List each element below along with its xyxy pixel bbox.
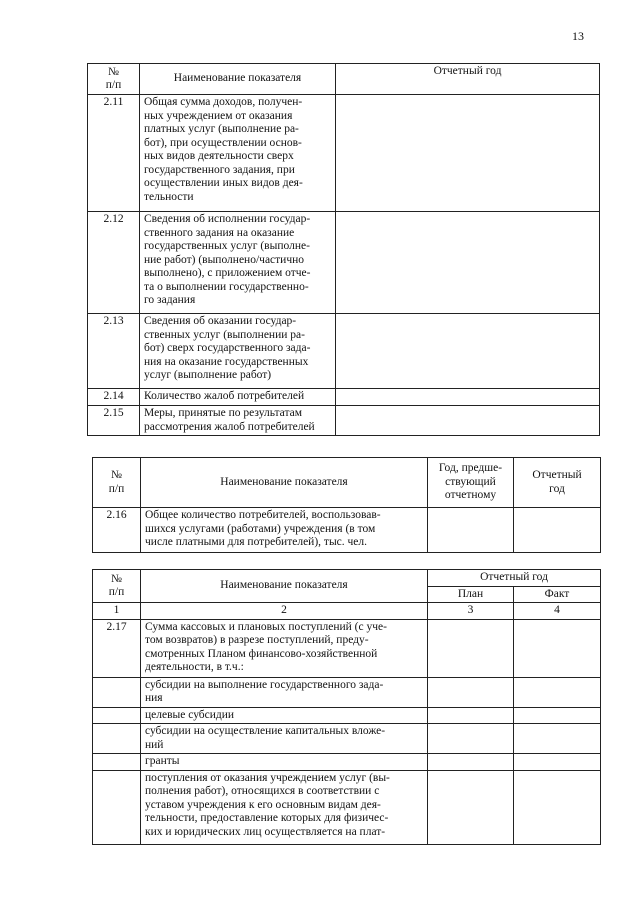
col-number: 1	[93, 603, 141, 620]
table-row	[88, 406, 600, 436]
table-header-row	[93, 458, 601, 508]
row-num	[93, 724, 141, 754]
table-row	[93, 677, 601, 707]
row-name: Общее количество потребителей, воспользовав- шихся услугами (работами) учреждения (в том числе платными для потребителей), тыс. чел.	[141, 508, 428, 553]
row-plan	[428, 754, 514, 771]
row-name: Сведения об оказании государ- ственных услуг (выполнении ра- бот) сверх государственного зада- ния на оказание государственных услуг (выполнение работ)	[140, 314, 336, 389]
column-numbers-row	[93, 603, 601, 620]
header-name: Наименование показателя	[141, 458, 428, 508]
row-plan	[428, 677, 514, 707]
col-number: 4	[514, 603, 601, 620]
header-reporting-year: Отчетный год	[514, 458, 601, 508]
row-plan	[428, 707, 514, 724]
table-row	[88, 95, 600, 212]
col-number: 2	[141, 603, 428, 620]
table-row	[93, 707, 601, 724]
table-row	[88, 389, 600, 406]
row-num	[93, 707, 141, 724]
table-row	[93, 724, 601, 754]
row-num: 2.17	[93, 619, 141, 677]
row-value	[336, 406, 600, 436]
header-plan: План	[428, 586, 514, 603]
header-num: № п/п	[93, 570, 141, 603]
row-name: поступления от оказания учреждением услуг (вы- полнения работ), относящихся в соответствии с уставом учреждения к его основным видам дея- тельности, предоставление которых для физичес- ких и юридических лиц осуществляется на плат-	[141, 770, 428, 844]
header-reporting-year: Отчетный год	[428, 570, 601, 587]
table-row	[88, 314, 600, 389]
row-plan	[428, 619, 514, 677]
row-value-reporting	[514, 508, 601, 553]
row-value	[336, 389, 600, 406]
row-value	[336, 95, 600, 212]
indicators-table-3	[92, 569, 601, 845]
table-row	[93, 508, 601, 553]
row-name: Сумма кассовых и плановых поступлений (с уче- том возвратов) в разрезе поступлений, преду- смотренных Планом финансово-хозяйственной деятельности, в т.ч.:	[141, 619, 428, 677]
row-name: субсидии на выполнение государственного зада- ния	[141, 677, 428, 707]
row-name: целевые субсидии	[141, 707, 428, 724]
row-fact	[514, 754, 601, 771]
row-value	[336, 314, 600, 389]
header-num: № п/п	[88, 64, 140, 95]
header-fact: Факт	[514, 586, 601, 603]
row-num	[93, 677, 141, 707]
row-num: 2.15	[88, 406, 140, 436]
row-plan	[428, 770, 514, 844]
page-number: 13	[572, 29, 584, 43]
row-num: 2.11	[88, 95, 140, 212]
row-fact	[514, 724, 601, 754]
header-name: Наименование показателя	[141, 570, 428, 603]
row-fact	[514, 677, 601, 707]
row-num: 2.12	[88, 212, 140, 314]
row-fact	[514, 707, 601, 724]
row-name: гранты	[141, 754, 428, 771]
table-row	[93, 754, 601, 771]
col-number: 3	[428, 603, 514, 620]
table-row	[88, 212, 600, 314]
row-fact	[514, 770, 601, 844]
row-value-prev	[428, 508, 514, 553]
header-name: Наименование показателя	[140, 64, 336, 95]
table-header-row	[93, 570, 601, 587]
row-name: субсидии на осуществление капитальных вложе- ний	[141, 724, 428, 754]
row-num: 2.13	[88, 314, 140, 389]
indicators-table-1	[87, 63, 600, 436]
row-fact	[514, 619, 601, 677]
header-prev-year: Год, предше- ствующий отчетному	[428, 458, 514, 508]
row-num	[93, 754, 141, 771]
row-num: 2.14	[88, 389, 140, 406]
table-header-row	[88, 64, 600, 95]
header-reporting-year: Отчетный год	[336, 64, 600, 95]
row-num: 2.16	[93, 508, 141, 553]
table-row	[93, 619, 601, 677]
header-num: № п/п	[93, 458, 141, 508]
indicators-table-2	[92, 457, 601, 553]
row-name: Меры, принятые по результатам рассмотрения жалоб потребителей	[140, 406, 336, 436]
row-plan	[428, 724, 514, 754]
row-num	[93, 770, 141, 844]
row-name: Количество жалоб потребителей	[140, 389, 336, 406]
row-name: Общая сумма доходов, получен- ных учреждением от оказания платных услуг (выполнение ра- бот), при осуществлении основ- ных видов деятельности сверх государственного задания, при осуществлении иных видов дея- тельности	[140, 95, 336, 212]
row-name: Сведения об исполнении государ- ственного задания на оказание государственных услуг (выполне- ние работ) (выполнено/частично выполнено), с приложением отче- та о выполнении государственно- го задания	[140, 212, 336, 314]
row-value	[336, 212, 600, 314]
table-row	[93, 770, 601, 844]
